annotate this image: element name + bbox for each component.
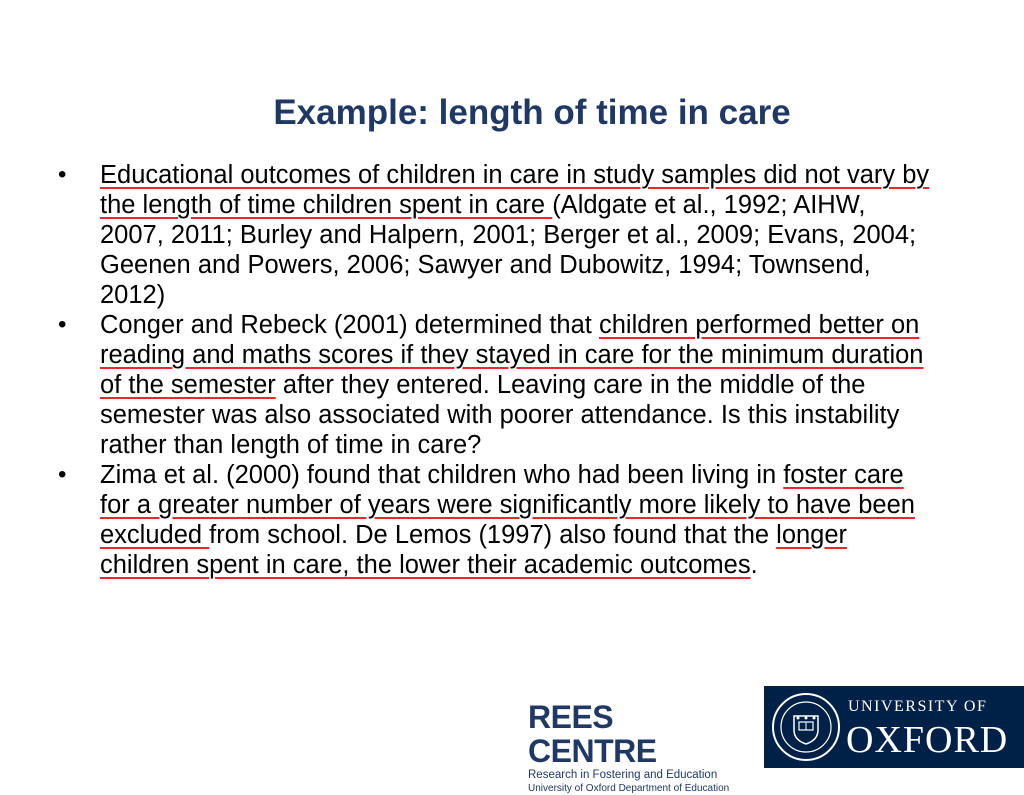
bullet-dot-icon: • [58, 311, 67, 338]
bullet-3-text-1: Zima et al. (2000) found that children who had been living in [100, 461, 784, 489]
bullet-3-underlined-4: longer children spent in care, the lower their academic outcomes [100, 521, 848, 579]
bullet-2-text-3: after they entered. Leaving care in the middle of the semester was also associated with poorer attendance. Is this instability rather than length of time in care? [100, 371, 900, 459]
oxford-name: OXFORD [846, 719, 1009, 761]
rees-centre-tagline: Research in Fostering and Education [528, 769, 718, 781]
bullet-dot-icon: • [58, 161, 67, 188]
bullet-item-3 [56, 460, 936, 580]
rees-centre-logo [528, 700, 748, 795]
bullet-1-text-2: (Aldgate et al., 1992; AIHW, 2007, 2011; Burley and Halpern, 2001; Berger et al., 2009; Evans, 2004; Geenen and Powers, 2006; Sawyer and Dubowitz, 1994; Townsend, 2012) [100, 191, 917, 309]
bullet-3-text-3: from school. De Lemos (1997) also found that the [209, 521, 777, 549]
bullet-2-text-1: Conger and Rebeck (2001) determined that [100, 311, 599, 339]
oxford-university-of: UNIVERSITY OF [848, 698, 988, 715]
rees-centre-department: University of Oxford Department of Education [528, 783, 730, 794]
bullet-list [56, 160, 936, 580]
bullet-3-text-5: . [750, 551, 758, 579]
bullet-3-underlined-2: foster care for a greater number of years were significantly more likely to have been excluded [100, 461, 915, 549]
slide-title: Example: length of time in care [273, 93, 791, 132]
bullet-item-1 [56, 160, 936, 310]
oxford-logo [764, 686, 1024, 768]
rees-centre-name: REES CENTRE [528, 699, 657, 769]
bullet-dot-icon: • [58, 461, 67, 488]
bullet-1-underlined-1: Educational outcomes of children in care in study samples did not vary by the length of time children spent in care [100, 161, 930, 219]
bullet-2-underlined-2: children performed better on reading and maths scores if they stayed in care for the minimum duration of the semester [100, 311, 924, 399]
bullet-item-2 [56, 310, 936, 460]
oxford-crest-icon [770, 690, 842, 764]
